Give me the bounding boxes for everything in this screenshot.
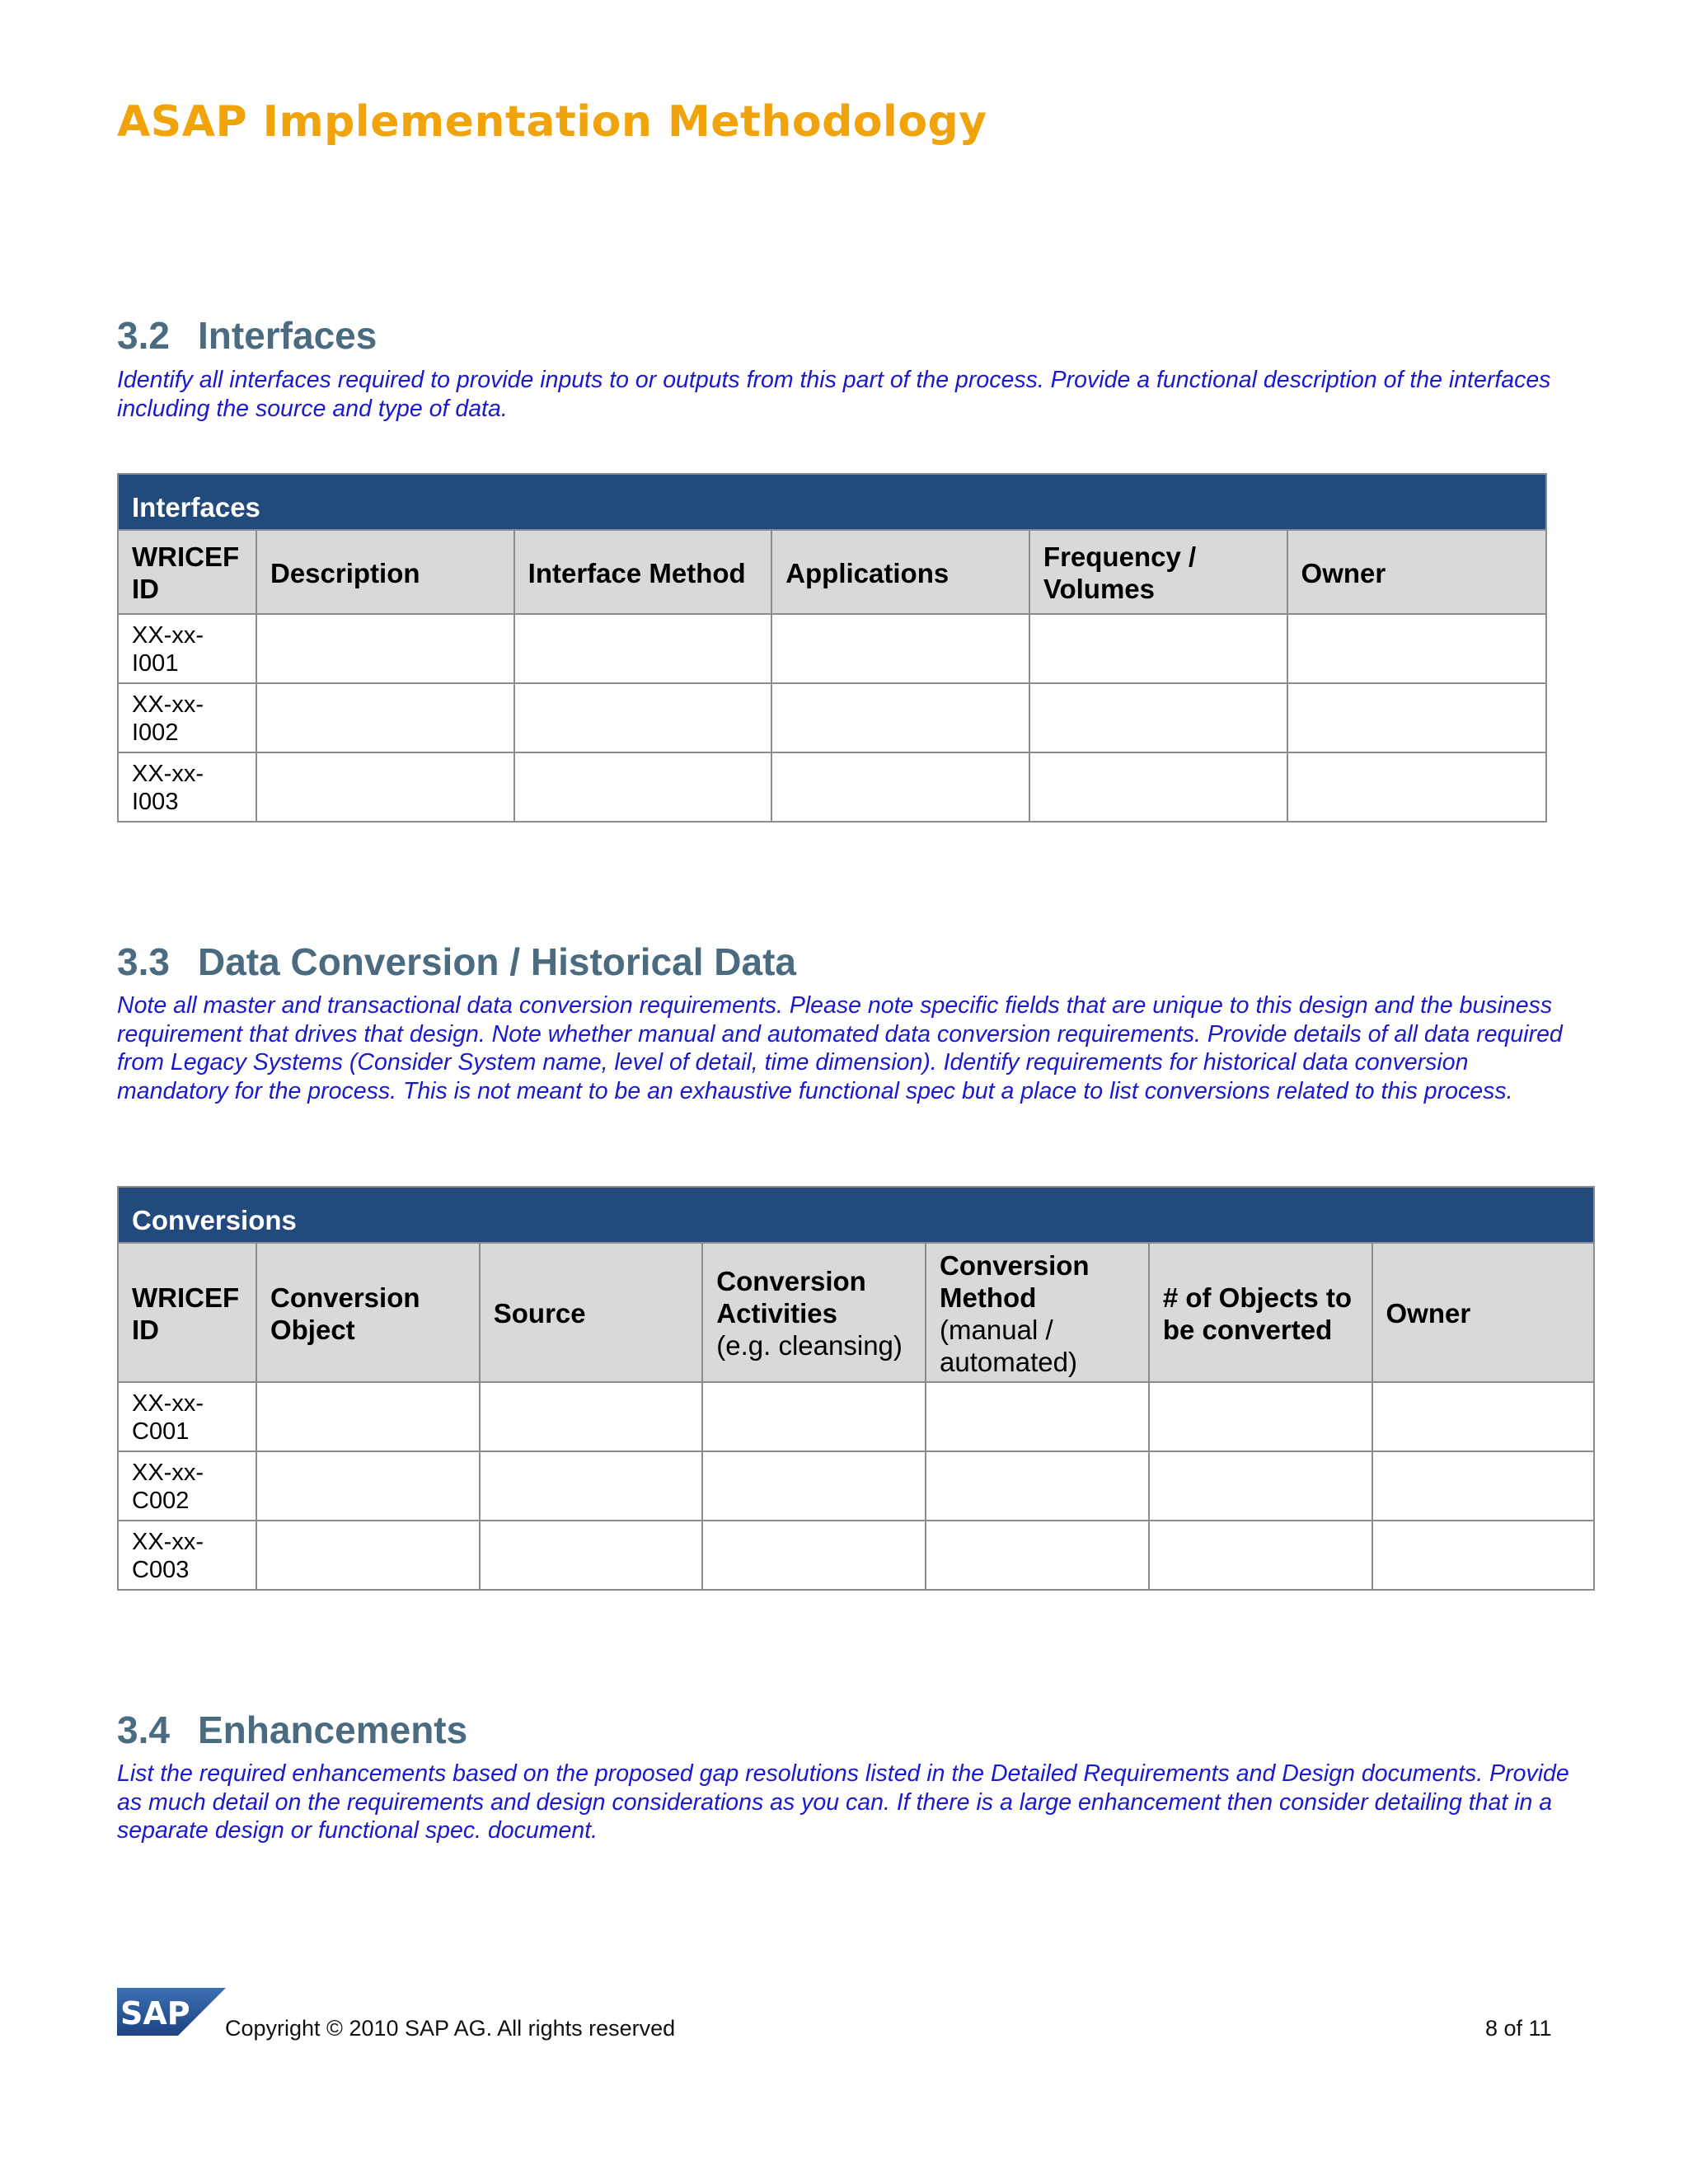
table-row	[118, 614, 1546, 683]
cell-applications[interactable]	[771, 752, 1029, 822]
cell-conversion-object[interactable]	[256, 1451, 480, 1521]
cell-conversion-activities[interactable]	[702, 1451, 926, 1521]
cell-owner[interactable]	[1372, 1451, 1594, 1521]
cell-objects-count[interactable]	[1149, 1521, 1372, 1590]
column-header-wricef-id: WRICEF ID	[118, 530, 256, 614]
cell-wricef-id: XX-xx-C003	[118, 1521, 256, 1590]
section-heading-data-conversion	[117, 940, 796, 984]
cell-wricef-id: XX-xx-I001	[118, 614, 256, 683]
cell-source[interactable]	[480, 1521, 703, 1590]
section-number: 3.3	[117, 940, 170, 983]
cell-owner[interactable]	[1287, 614, 1546, 683]
column-header-conversion-object: Conversion Object	[256, 1243, 480, 1382]
cell-wricef-id: XX-xx-I003	[118, 752, 256, 822]
table-caption-row	[118, 474, 1546, 530]
cell-objects-count[interactable]	[1149, 1382, 1372, 1451]
table-caption: Interfaces	[118, 474, 1546, 530]
section-title: Enhancements	[198, 1708, 468, 1751]
cell-interface-method[interactable]	[514, 683, 772, 752]
column-header-owner: Owner	[1287, 530, 1546, 614]
page-number: 8 of 11	[1485, 2016, 1552, 2041]
table-row	[118, 1451, 1594, 1521]
table-row	[118, 683, 1546, 752]
table-caption-row	[118, 1187, 1594, 1243]
column-header-description: Description	[256, 530, 514, 614]
column-header-source: Source	[480, 1243, 703, 1382]
section-heading-interfaces	[117, 313, 377, 358]
column-header-wricef-id: WRICEF ID	[118, 1243, 256, 1382]
cell-conversion-object[interactable]	[256, 1382, 480, 1451]
conversions-table	[117, 1186, 1595, 1591]
cell-wricef-id: XX-xx-I002	[118, 683, 256, 752]
table-header-row	[118, 1243, 1594, 1382]
cell-interface-method[interactable]	[514, 614, 772, 683]
column-header-conversion-method	[926, 1243, 1149, 1382]
sap-logo	[117, 1988, 226, 2036]
cell-objects-count[interactable]	[1149, 1451, 1372, 1521]
cell-applications[interactable]	[771, 614, 1029, 683]
enhancements-instructions: List the required enhancements based on the proposed gap resolutions listed in the Detailed Requirements and Design documents. Provide as much detail on the requirements and design considerations as you can. If there is a large enhancement then consider detailing that in a separate design or functional spec. document.	[117, 1760, 1569, 1844]
cell-owner[interactable]	[1372, 1382, 1594, 1451]
cell-applications[interactable]	[771, 683, 1029, 752]
cell-owner[interactable]	[1372, 1521, 1594, 1590]
cell-frequency[interactable]	[1029, 614, 1287, 683]
table-header-row	[118, 530, 1546, 614]
column-header-owner: Owner	[1372, 1243, 1594, 1382]
section-number: 3.2	[117, 314, 170, 357]
section-heading-enhancements	[117, 1708, 467, 1752]
column-header-applications: Applications	[771, 530, 1029, 614]
cell-conversion-object[interactable]	[256, 1521, 480, 1590]
cell-wricef-id: XX-xx-C002	[118, 1451, 256, 1521]
cell-description[interactable]	[256, 614, 514, 683]
cell-frequency[interactable]	[1029, 683, 1287, 752]
cell-owner[interactable]	[1287, 752, 1546, 822]
cell-frequency[interactable]	[1029, 752, 1287, 822]
table-row	[118, 752, 1546, 822]
cell-conversion-activities[interactable]	[702, 1382, 926, 1451]
cell-description[interactable]	[256, 752, 514, 822]
cell-owner[interactable]	[1287, 683, 1546, 752]
cell-conversion-activities[interactable]	[702, 1521, 926, 1590]
cell-interface-method[interactable]	[514, 752, 772, 822]
cell-description[interactable]	[256, 683, 514, 752]
cell-conversion-method[interactable]	[926, 1382, 1149, 1451]
footer-copyright: Copyright © 2010 SAP AG. All rights reserved	[225, 2016, 676, 2041]
cell-conversion-method[interactable]	[926, 1521, 1149, 1590]
sap-logo-text: SAP	[120, 1995, 190, 2032]
cell-wricef-id: XX-xx-C001	[118, 1382, 256, 1451]
cell-source[interactable]	[480, 1451, 703, 1521]
header-label: Conversion Activities	[716, 1266, 866, 1329]
table-caption: Conversions	[118, 1187, 1594, 1243]
column-header-conversion-activities	[702, 1243, 926, 1382]
column-header-objects-count: # of Objects to be converted	[1149, 1243, 1372, 1382]
document-title: ASAP Implementation Methodology	[117, 97, 987, 147]
cell-conversion-method[interactable]	[926, 1451, 1149, 1521]
table-row	[118, 1521, 1594, 1590]
data-conversion-instructions: Note all master and transactional data conversion requirements. Please note specific fields that are unique to this design and the business requirement that drives that design. Note whether manual and automated data conversion requirements. Provide details of all data required from Legacy Systems (Consider System name, level of detail, time dimension). Identify requirements for historical data conversion mandatory for the process. This is not meant to be an exhaustive functional spec but a place to list conversions related to this process.	[117, 992, 1563, 1104]
section-title: Data Conversion / Historical Data	[198, 940, 796, 983]
interfaces-instructions: Identify all interfaces required to provide inputs to or outputs from this part of the process. Provide a functional description of the interfaces including the source and type of data.	[117, 367, 1551, 422]
column-header-interface-method: Interface Method	[514, 530, 772, 614]
interfaces-table	[117, 473, 1547, 823]
section-title: Interfaces	[198, 314, 377, 357]
table-row	[118, 1382, 1594, 1451]
cell-source[interactable]	[480, 1382, 703, 1451]
header-note: (e.g. cleansing)	[716, 1330, 903, 1361]
section-number: 3.4	[117, 1708, 170, 1751]
column-header-frequency: Frequency / Volumes	[1029, 530, 1287, 614]
header-label: Conversion Method	[940, 1249, 1090, 1313]
header-note: (manual / automated)	[940, 1314, 1077, 1377]
